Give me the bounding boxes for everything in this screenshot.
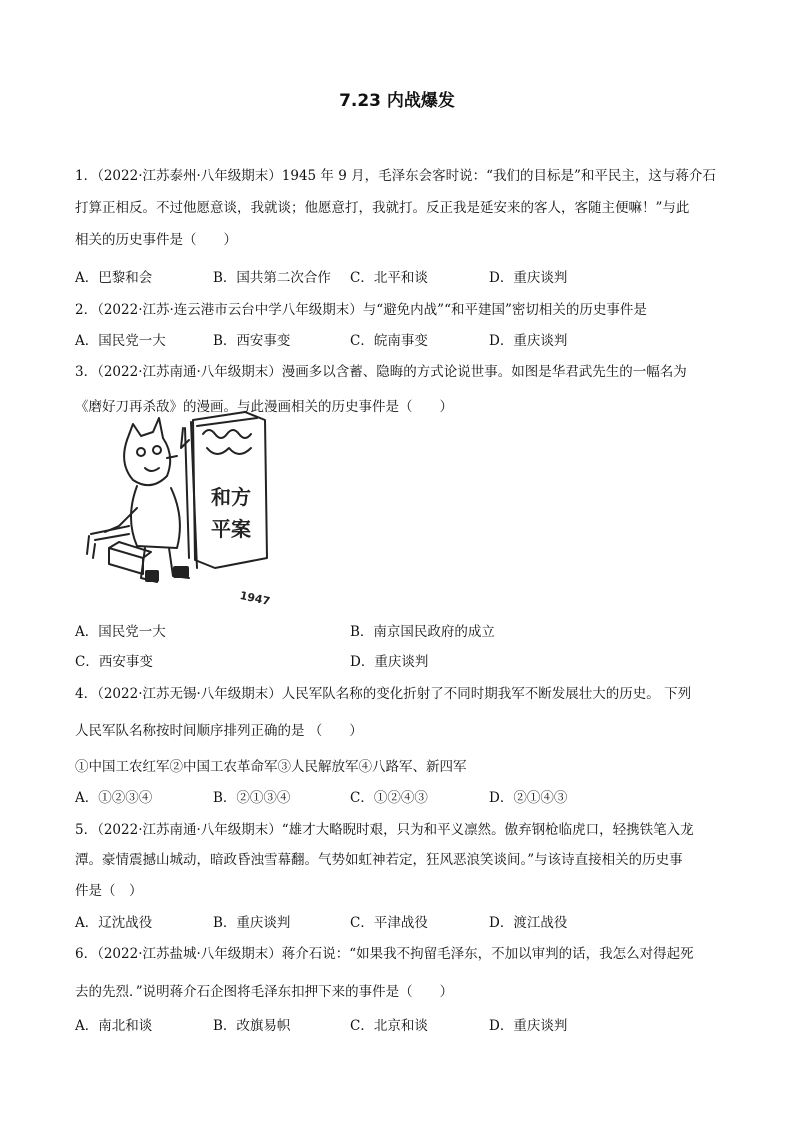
question-3-line-1: 3．（2022·江苏南通·八年级期末）漫画多以含蓄、隐晦的方式论说世事。如图是华君武先生的一幅名为 bbox=[75, 364, 687, 380]
question-1-option-b: B．国共第二次合作 bbox=[213, 270, 331, 286]
question-2-option-c: C．皖南事变 bbox=[350, 333, 428, 349]
question-6-line-1: 6．（2022·江苏盐城·八年级期末）蒋介石说：“如果我不拘留毛泽东，不加以审判的话，我怎么对得起死 bbox=[75, 946, 694, 962]
question-4-option-d: D．②①④③ bbox=[489, 790, 568, 806]
question-6-option-b: B．改旗易帜 bbox=[213, 1018, 291, 1034]
question-1-line-1: 1．（2022·江苏泰州·八年级期末）1945 年 9 月，毛泽东会客时说：“我们的目标是”和平民主，这与蒋介石 bbox=[75, 168, 716, 184]
question-1-line-2: 打算正相反。不过他愿意谈，我就谈；他愿意打，我就打。反正我是延安来的客人，客随主便嘛！”与此 bbox=[75, 200, 690, 216]
question-4-line-2: 人民军队名称按时间顺序排列正确的是 （ ） bbox=[75, 723, 363, 739]
page-title: 7.23 内战爆发 bbox=[339, 91, 455, 111]
question-4-option-c: C．①②④③ bbox=[350, 790, 428, 806]
question-5-line-2: 潭。豪情震撼山城动，暗政昏浊雪幕翻。气势如虹神若定，狂风恶浪笑谈间。”与该诗直接相关的历史事 bbox=[75, 852, 683, 868]
question-2-line-1: 2．（2022·江苏·连云港市云台中学八年级期末）与“避免内战”“和平建国”密切相关的历史事件是 bbox=[75, 302, 647, 318]
question-1-option-d: D．重庆谈判 bbox=[489, 270, 568, 286]
question-2-option-a: A．国民党一大 bbox=[75, 333, 166, 349]
question-6-option-a: A．南北和谈 bbox=[75, 1018, 153, 1034]
question-5-line-3: 件是（ ） bbox=[75, 883, 143, 899]
question-3-option-b: B．南京国民政府的成立 bbox=[350, 624, 495, 640]
cartoon-sign-text-2: 平案 bbox=[211, 517, 251, 541]
question-6-line-2: 去的先烈．”说明蒋介石企图将毛泽东扣押下来的事件是（ ） bbox=[75, 984, 454, 1000]
question-2-option-d: D．重庆谈判 bbox=[489, 333, 568, 349]
question-5-line-1: 5．（2022·江苏南通·八年级期末）“雄才大略睨时艰，只为和平义凛然。傲弃钢枪临虎口，轻携铁笔入龙 bbox=[75, 822, 694, 838]
question-6-option-d: D．重庆谈判 bbox=[489, 1018, 568, 1034]
cartoon-year: 1947 bbox=[238, 588, 272, 608]
question-6-option-c: C．北京和谈 bbox=[350, 1018, 428, 1034]
question-3-line-2: 《磨好刀再杀敌》的漫画。与此漫画相关的历史事件是（ ） bbox=[75, 399, 453, 415]
question-3-option-a: A．国民党一大 bbox=[75, 624, 166, 640]
question-5-option-b: B．重庆谈判 bbox=[213, 915, 291, 931]
question-4-option-a: A．①②③④ bbox=[75, 790, 153, 806]
question-4-option-b: B．②①③④ bbox=[213, 790, 291, 806]
question-5-option-d: D．渡江战役 bbox=[489, 915, 568, 931]
question-3-option-d: D．重庆谈判 bbox=[350, 654, 429, 670]
question-4-line-1: 4．（2022·江苏无锡·八年级期末）人民军队名称的变化折射了不同时期我军不断发展壮大的历史。 下列 bbox=[75, 686, 692, 702]
question-1-option-a: A．巴黎和会 bbox=[75, 270, 153, 286]
question-4-line-3: ①中国工农红军②中国工农革命军③人民解放军④八路军、新四军 bbox=[75, 759, 467, 775]
cartoon-sign-text-1: 和方 bbox=[211, 485, 251, 509]
question-3-option-c: C．西安事变 bbox=[75, 654, 153, 670]
cartoon-image bbox=[85, 408, 283, 608]
question-5-option-c: C．平津战役 bbox=[350, 915, 428, 931]
question-2-option-b: B．西安事变 bbox=[213, 333, 291, 349]
question-1-line-3: 相关的历史事件是（ ） bbox=[75, 232, 237, 248]
question-5-option-a: A．辽沈战役 bbox=[75, 915, 153, 931]
question-1-option-c: C．北平和谈 bbox=[350, 270, 428, 286]
